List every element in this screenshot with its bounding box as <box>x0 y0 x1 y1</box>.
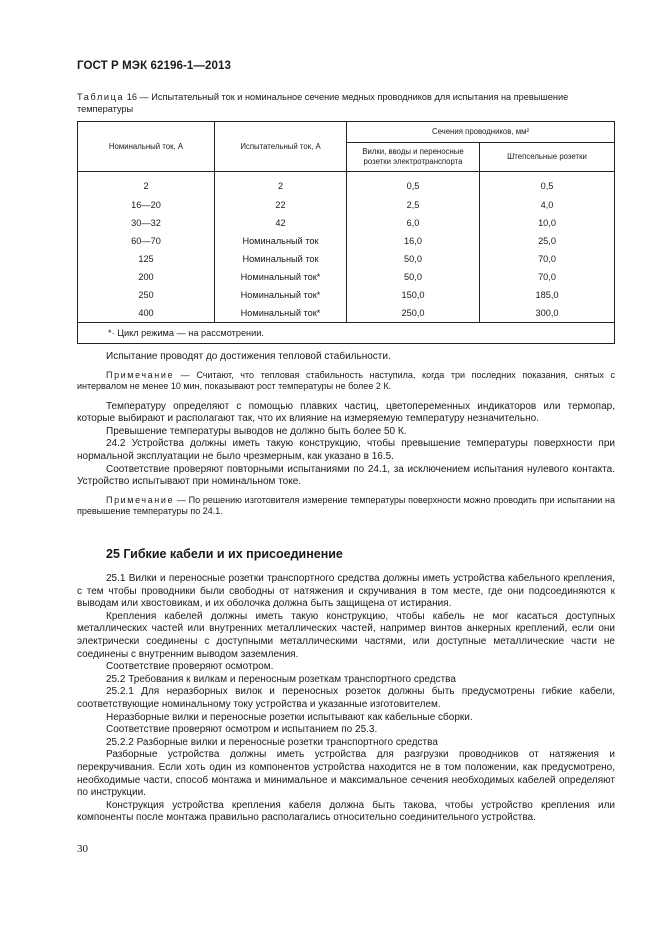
text-block-2 <box>77 573 615 825</box>
table-row <box>78 286 615 304</box>
paragraph: Соответствие проверяют повторными испытаниями по 24.1, за исключением испытания нулевого контакта. Устройство испытывают при номинальном токе. <box>77 463 615 488</box>
note-1-text: — Считают, что тепловая стабильность наступила, когда три последних показания, снятых с интервалом не менее 10 мин, показывают рост температуры не более 2 К. <box>77 369 615 392</box>
note-2 <box>77 495 615 518</box>
col-test-current: Испытательный ток, А <box>215 122 347 172</box>
note-1-label: Примечание <box>106 369 175 380</box>
table-cell: 300,0 <box>480 304 615 323</box>
page-number: 30 <box>77 843 88 855</box>
table-cell: 2,5 <box>347 196 480 214</box>
paragraph: Температуру определяют с помощью плавких частиц, цветопеременных индикаторов или термопар, которые выбирают и располагают так, что их влияние на измеряемую температуру незначительно. <box>77 400 615 425</box>
paragraph: Конструкция устройства крепления кабеля должна быть такова, чтобы устройство крепления или компоненты после монтажа правильно располагались относительно соединительного устройства. <box>77 799 615 824</box>
table-cell: 70,0 <box>480 250 615 268</box>
table-caption-text: 16 — Испытательный ток и номинальное сечение медных проводников для испытания на превышение температуры <box>77 92 569 114</box>
table-cell: 0,5 <box>480 172 615 197</box>
note-2-text: — По решению изготовителя измерение температуры поверхности можно проводить при испытании на превышение температуры по 24.1. <box>77 494 615 517</box>
table-cell: Номинальный ток* <box>215 286 347 304</box>
table-cell: Номинальный ток* <box>215 304 347 323</box>
paragraph: 25.2.2 Разборные вилки и переносные розетки транспортного средства <box>106 736 438 748</box>
note-1 <box>77 370 615 393</box>
document-header: ГОСТ Р МЭК 62196-1—2013 <box>77 60 231 72</box>
table-cell: 70,0 <box>480 268 615 286</box>
paragraph: Испытание проводят до достижения тепловой стабильности. <box>106 351 391 362</box>
table-footnote: *· Цикл режима — на рассмотрении. <box>78 323 615 344</box>
paragraph: Превышение температуры выводов не должно быть более 50 К. <box>106 425 407 437</box>
table-caption <box>77 92 617 115</box>
paragraph: 24.2 Устройства должны иметь такую конструкцию, чтобы превышение температуры поверхности при нормальной эксплуатации не было чрезмерным, как указано в 16.5. <box>77 438 615 462</box>
paragraph: Соответствие проверяют осмотром и испытанием по 25.3. <box>106 724 378 736</box>
table-row <box>78 250 615 268</box>
col-socket-outlets: Штепсельные розетки <box>480 143 615 172</box>
table-cell: Номинальный ток <box>215 232 347 250</box>
table-cell: 0,5 <box>347 172 480 197</box>
table-cell: 250,0 <box>347 304 480 323</box>
table-cell: 16—20 <box>78 196 215 214</box>
table-cell: 16,0 <box>347 232 480 250</box>
paragraph: Разборные устройства должны иметь устройства для разгрузки проводников от натяжения и перекручивания. Если хоть один из компонентов устройства находится не в том положении, как предусмотрено, необходимые части, способ монтажа и минимальное и максимальное сечения необходимых кабелей определяют по инструкции. <box>77 749 615 799</box>
table-cell: 4,0 <box>480 196 615 214</box>
table-cell: Номинальный ток <box>215 250 347 268</box>
text-block-1 <box>77 351 615 518</box>
table-row <box>78 232 615 250</box>
table-cell: 50,0 <box>347 250 480 268</box>
table-cell: 2 <box>78 172 215 197</box>
table-row <box>78 172 615 197</box>
table-cell: 150,0 <box>347 286 480 304</box>
table-cell: 25,0 <box>480 232 615 250</box>
paragraph: 25.2 Требования к вилкам и переносным розеткам транспортного средства <box>106 673 456 685</box>
table-row <box>78 268 615 286</box>
table-cell: 30—32 <box>78 214 215 232</box>
paragraph: 25.2.1 Для неразборных вилок и переносных розеток должны быть предусмотрены гибкие кабели, соответствующие номинальному току устройства и указанные изготовителем. <box>77 686 615 710</box>
table-cell: 185,0 <box>480 286 615 304</box>
paragraph: Крепления кабелей должны иметь такую конструкцию, чтобы кабель не мог касаться доступных металлических частей или внутренних металлических частей, например винтов анкерных креплений, если они электрически соединены с доступными металлическими частями, или доступные металлические части не соединены с внутренним выводом заземления. <box>77 610 615 660</box>
table-cell: 50,0 <box>347 268 480 286</box>
table-cell: Номинальный ток* <box>215 268 347 286</box>
table-cell: 22 <box>215 196 347 214</box>
table-cell: 6,0 <box>347 214 480 232</box>
paragraph: Неразборные вилки и переносные розетки испытывают как кабельные сборки. <box>106 711 473 723</box>
section-title: 25 Гибкие кабели и их присоединение <box>106 547 343 561</box>
table-row <box>78 196 615 214</box>
paragraph: Соответствие проверяют осмотром. <box>106 661 274 673</box>
table-cell: 125 <box>78 250 215 268</box>
table-cell: 42 <box>215 214 347 232</box>
table-cell: 10,0 <box>480 214 615 232</box>
test-current-table <box>77 121 615 344</box>
paragraph: 25.1 Вилки и переносные розетки транспортного средства должны иметь устройства кабельного крепления, с тем чтобы проводники были свободны от натяжения и скручивания в том месте, где они подсоединяются к выводам или хвостовикам, и их оболочка должна быть защищена от истирания. <box>77 573 615 610</box>
note-2-label: Примечание <box>106 494 175 505</box>
table-row <box>78 304 615 323</box>
table-body <box>78 172 615 323</box>
table-cell: 2 <box>215 172 347 197</box>
col-rated-current: Номинальный ток, А <box>78 122 215 172</box>
col-group-cross-section: Сечения проводников, мм² <box>347 122 615 143</box>
table-cell: 200 <box>78 268 215 286</box>
table-cell: 60—70 <box>78 232 215 250</box>
table-cell: 250 <box>78 286 215 304</box>
table-cell: 400 <box>78 304 215 323</box>
col-plugs-vehicle: Вилки, вводы и переносные розетки электротранспорта <box>347 143 480 172</box>
table-row <box>78 214 615 232</box>
table-caption-label: Таблица <box>77 92 125 102</box>
